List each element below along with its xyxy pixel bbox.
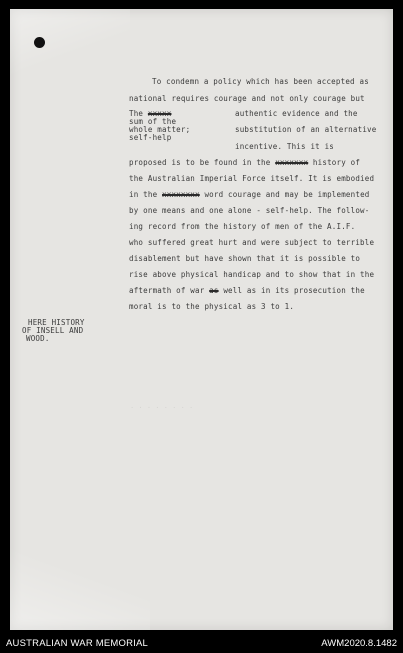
text-line: the Australian Imperial Force itself. It is embodied [129,174,375,183]
punch-hole [34,37,45,48]
paper-fold-bottom [10,540,150,630]
text-line: national requires courage and not only courage but [129,94,365,103]
text-line: substitution of an alternative [235,125,377,134]
text-line: aftermath of war as well as in its prosecution the [129,286,365,295]
margin-note-line: self-help [129,133,172,142]
margin-note-line: sum of the [129,117,177,126]
text-line: To condemn a policy which has been accepted as [152,77,369,86]
accession-number: AWM2020.8.1482 [321,638,397,649]
side-note-line: OF INSELL AND [22,326,84,335]
text-line: disablement but have shown that it is possible to [129,254,361,263]
institution-label: AUSTRALIAN WAR MEMORIAL [6,638,149,649]
side-note-line: WOOD. [26,334,50,343]
text-line: ing record from the history of men of the A.I.F. [129,222,356,231]
text-line: incentive. This it is [235,142,335,151]
paper-fold-top [10,9,130,79]
show-through-text: · · · · · · · · [130,404,194,412]
text-line: in the xxxxxxxx word courage and may be implemented [129,190,370,199]
text-line: rise above physical handicap and to show that in the [129,270,375,279]
text-line: moral is to the physical as 3 to 1. [129,302,295,311]
text-line: by one means and one alone - self-help. The follow- [129,206,370,215]
margin-note-line: The xxxxx [129,109,172,118]
side-note-line: HERE HISTORY [28,318,85,327]
text-line: who suffered great hurt and were subject to terrible [129,238,375,247]
text-line: authentic evidence and the [235,109,358,118]
footer-bar [0,634,403,653]
text-line: proposed is to be found in the xxxxxxx history of [129,158,361,167]
document-page [10,9,393,630]
margin-note-line: whole matter; [129,125,191,134]
